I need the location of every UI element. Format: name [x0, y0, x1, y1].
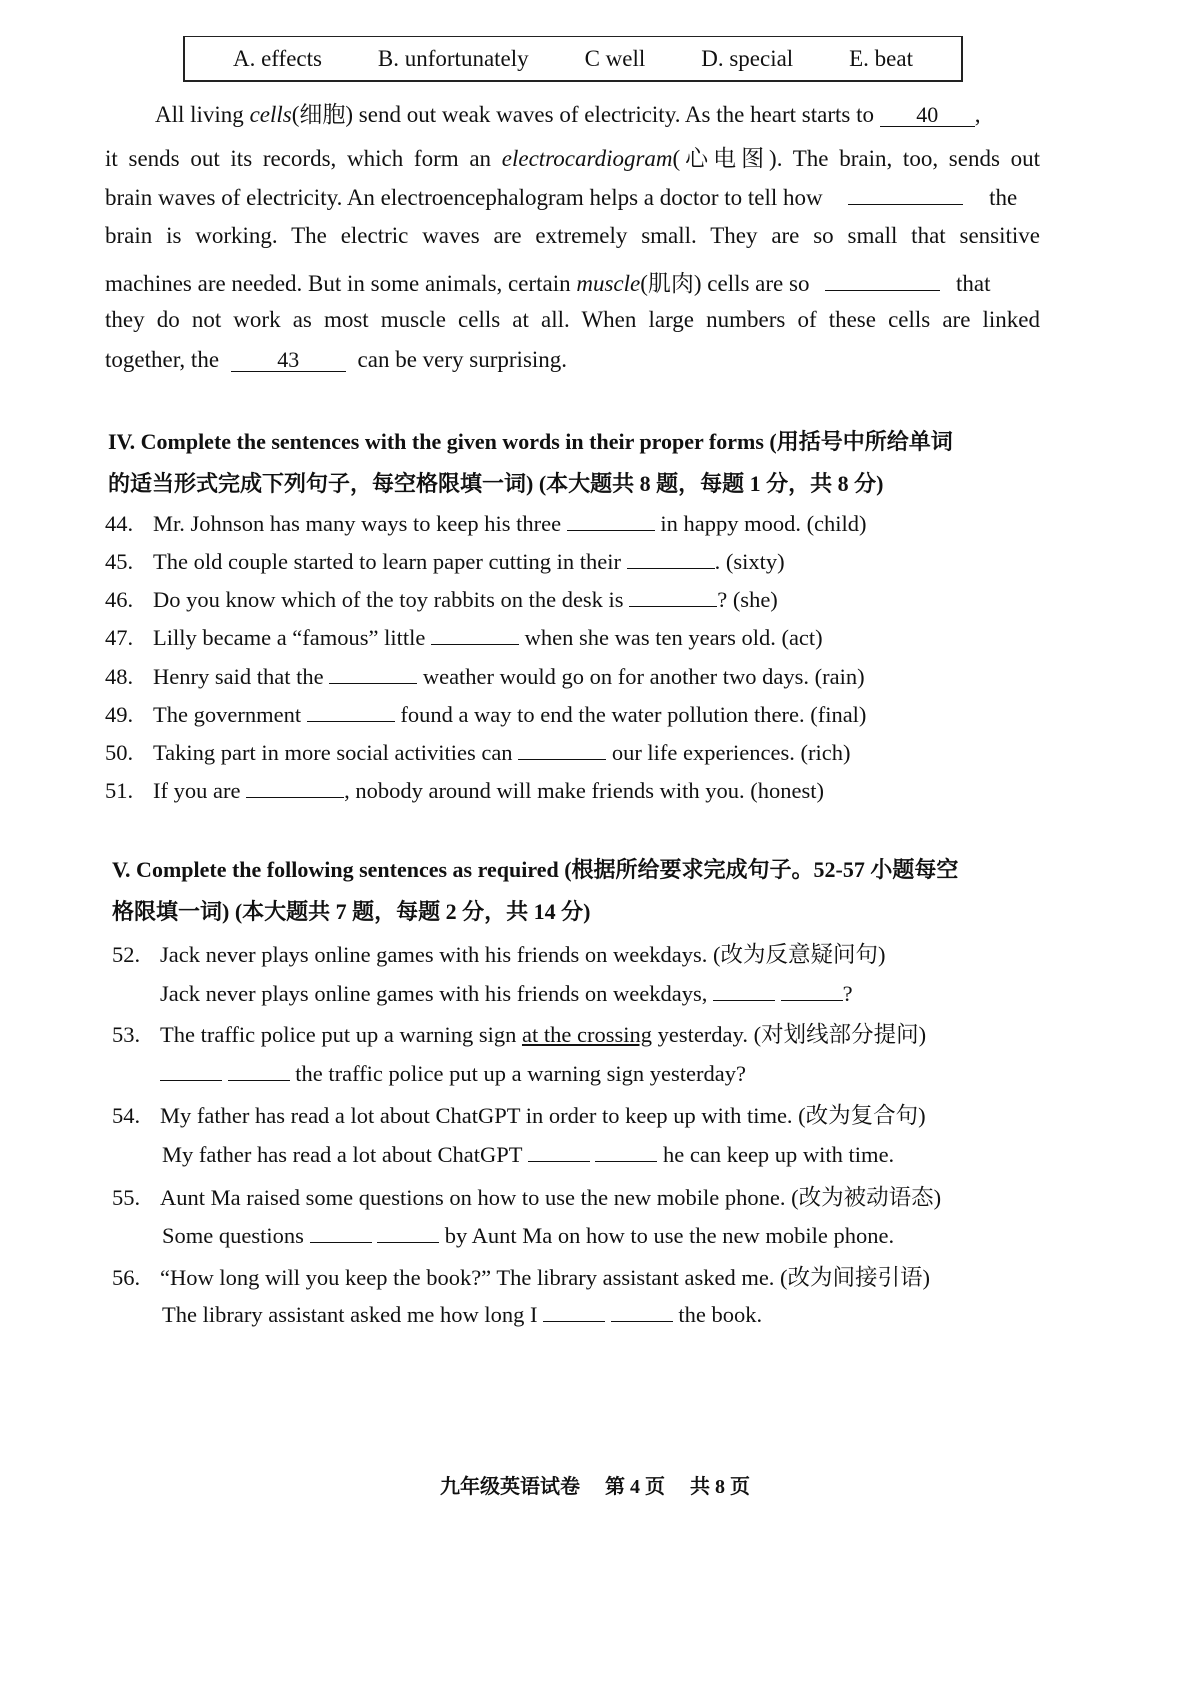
question-48: 48. Henry said that the weather would go on for another two days. (rain) [105, 661, 865, 690]
footer-title: 九年级英语试卷 [440, 1476, 580, 1498]
answer-blank-45[interactable] [627, 546, 715, 569]
section-4-heading-line-2: 的适当形式完成下列句子，每空格限填一词) (本大题共 8 题，每题 1 分，共 8 分) [108, 471, 884, 496]
section-4-heading-line-1: IV. Complete the sentences with the given words in their proper forms (用括号中所给单词 [108, 429, 953, 454]
blank-42[interactable] [825, 268, 940, 291]
question-54-answer-line: My father has read a lot about ChatGPT he can keep up with time. [162, 1139, 894, 1168]
blank-40[interactable]: 40 [880, 104, 975, 127]
answer-blank-54-1[interactable] [528, 1139, 590, 1162]
answer-blank-53-1[interactable] [160, 1058, 222, 1081]
section-5-heading-line-2: 格限填一词) (本大题共 7 题，每题 2 分，共 14 分) [112, 899, 591, 924]
passage-line-4: brain is working. The electric waves are extremely small. They are so small that sensitive [105, 223, 1040, 248]
answer-blank-52-2[interactable] [781, 978, 843, 1001]
question-52: 52. Jack never plays online games with his friends on weekdays. (改为反意疑问句) [112, 942, 886, 967]
question-56: 56. “How long will you keep the book?” The library assistant asked me. (改为间接引语) [112, 1265, 931, 1290]
word-option-c: C well [584, 45, 646, 71]
page-footer [0, 1470, 1190, 1499]
section-5-heading-line-1: V. Complete the following sentences as required (根据所给要求完成句子。52-57 小题每空 [112, 857, 959, 882]
question-49: 49. The government found a way to end the water pollution there. (final) [105, 699, 866, 728]
answer-blank-47[interactable] [431, 622, 519, 645]
footer-total-pages: 共 8 页 [690, 1476, 750, 1498]
question-50: 50. Taking part in more social activities can our life experiences. (rich) [105, 737, 850, 766]
passage-line-7: together, the 43 can be very surprising. [105, 347, 568, 372]
passage-line-1: All living cells(细胞) send out weak waves of electricity. As the heart starts to 40 , [155, 102, 981, 127]
blank-43[interactable]: 43 [231, 349, 346, 372]
question-53: 53. The traffic police put up a warning sign at the crossing yesterday. (对划线部分提问) [112, 1022, 927, 1047]
answer-blank-54-2[interactable] [595, 1139, 657, 1162]
question-44: 44. Mr. Johnson has many ways to keep his three in happy mood. (child) [105, 508, 867, 537]
word-option-a: A. effects [232, 45, 322, 71]
question-45: 45. The old couple started to learn paper cutting in their . (sixty) [105, 546, 785, 575]
word-bank-box [183, 36, 963, 82]
blank-41[interactable] [848, 182, 963, 205]
question-53-answer-line: the traffic police put up a warning sign yesterday? [160, 1058, 746, 1087]
answer-blank-44[interactable] [567, 508, 655, 531]
answer-blank-53-2[interactable] [228, 1058, 290, 1081]
answer-blank-55-1[interactable] [310, 1220, 372, 1243]
answer-blank-46[interactable] [629, 584, 717, 607]
underlined-part: at the crossing [521, 1022, 652, 1047]
question-54: 54. My father has read a lot about ChatGPT in order to keep up with time. (改为复合句) [112, 1103, 926, 1128]
passage-line-2: it sends out its records, which form an electrocardiogram(心电图). The brain, too, sends out [105, 146, 1040, 171]
footer-page-number: 第 4 页 [605, 1476, 665, 1498]
question-56-answer-line: The library assistant asked me how long I the book. [162, 1299, 762, 1328]
answer-blank-48[interactable] [329, 661, 417, 684]
answer-blank-51[interactable] [246, 775, 344, 798]
question-55-answer-line: Some questions by Aunt Ma on how to use the new mobile phone. [162, 1220, 894, 1249]
answer-blank-49[interactable] [307, 699, 395, 722]
word-option-e: E. beat [849, 45, 913, 71]
question-52-answer-line: Jack never plays online games with his friends on weekdays, ? [160, 978, 853, 1007]
question-55: 55. Aunt Ma raised some questions on how to use the new mobile phone. (改为被动语态) [112, 1185, 942, 1210]
passage-line-3: brain waves of electricity. An electroencephalogram helps a doctor to tell how the [105, 182, 1040, 211]
passage-line-6: they do not work as most muscle cells at all. When large numbers of these cells are linked [105, 307, 1040, 332]
word-option-b: B. unfortunately [377, 45, 529, 71]
question-51: 51. If you are , nobody around will make friends with you. (honest) [105, 775, 824, 804]
answer-blank-50[interactable] [518, 737, 606, 760]
answer-blank-56-2[interactable] [611, 1299, 673, 1322]
question-46: 46. Do you know which of the toy rabbits on the desk is ? (she) [105, 584, 778, 613]
passage-line-5: machines are needed. But in some animals, certain muscle(肌肉) cells are so that [105, 265, 1040, 298]
question-47: 47. Lilly became a “famous” little when she was ten years old. (act) [105, 622, 823, 651]
answer-blank-55-2[interactable] [377, 1220, 439, 1243]
answer-blank-56-1[interactable] [543, 1299, 605, 1322]
answer-blank-52-1[interactable] [713, 978, 775, 1001]
word-option-d: D. special [701, 45, 794, 71]
